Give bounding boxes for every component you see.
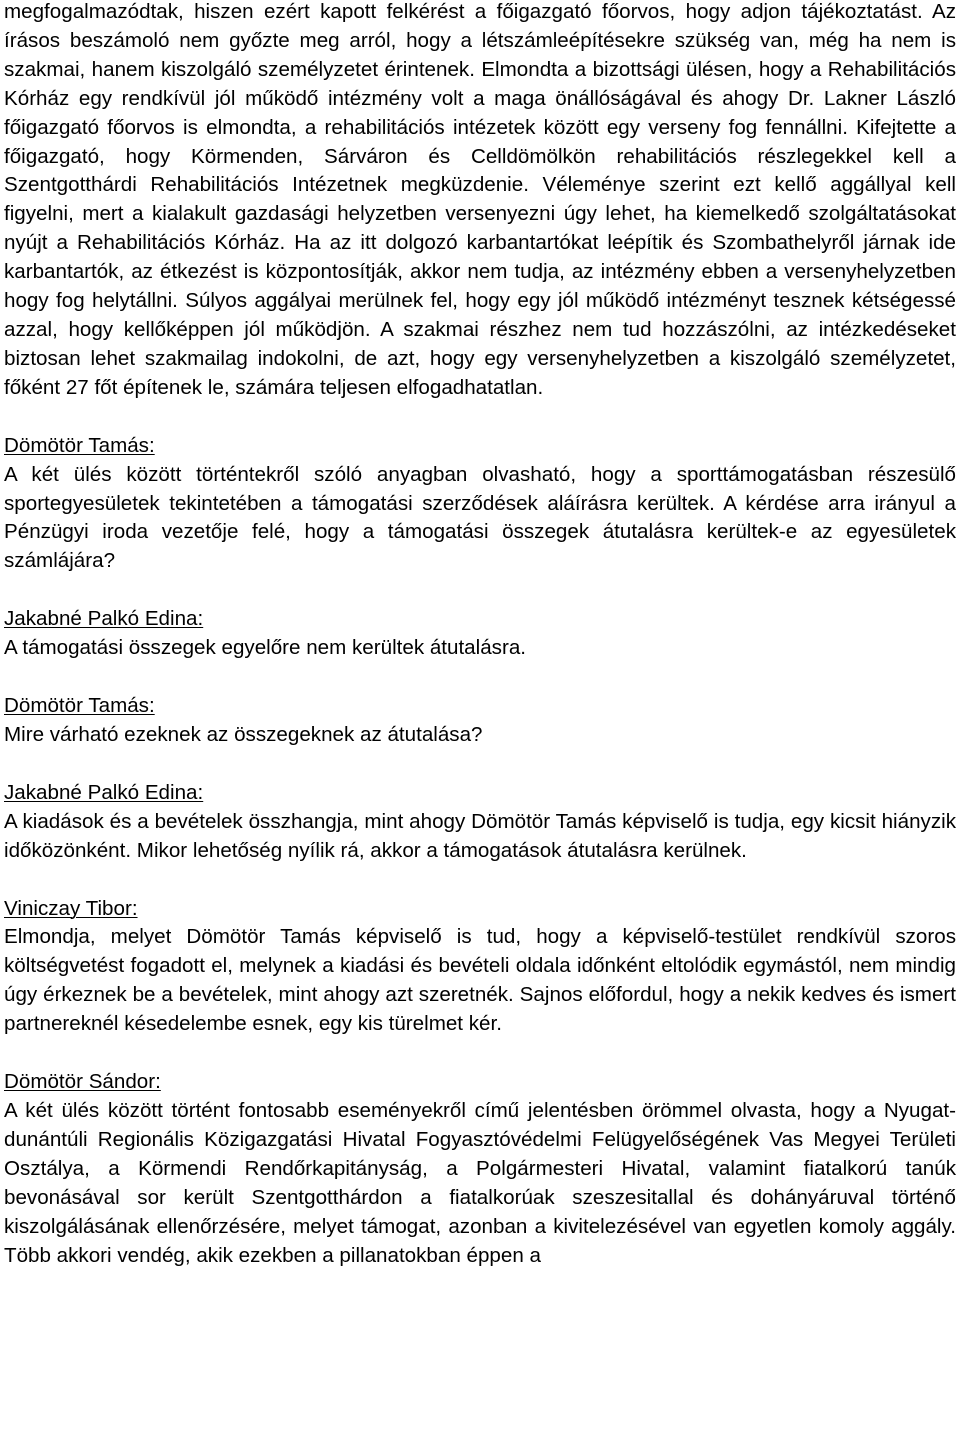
paragraph-gap: [4, 663, 956, 692]
paragraph-gap: [4, 576, 956, 605]
speaker-name: Dömötör Sándor:: [4, 1070, 161, 1094]
paragraph-gap: [4, 1039, 956, 1068]
document-page: [4, 0, 956, 1270]
speaker-name: Jakabné Palkó Edina:: [4, 607, 204, 631]
speaker-name: Jakabné Palkó Edina:: [4, 780, 204, 804]
speaker-statement: A támogatási összegek egyelőre nem kerültek átutalásra.: [4, 636, 526, 660]
paragraph-gap: [4, 866, 956, 895]
paragraph-gap: [4, 403, 956, 432]
speaker-name: Viniczay Tibor:: [4, 896, 138, 920]
speaker-statement: Elmondja, melyet Dömötör Tamás képviselő is tud, hogy a képviselő-testület rendkívül szoros költségvetést fogadott el, melynek a kiadási és bevételi oldala időnként eltolódik egymástól, nem mindig úgy érkeznek be a bevételek, mint ahogy azt szeretnék. Sajnos előfordul, hogy a nekik kedves és ismert partnereknél késedelembe esnek, egy kis türelmet kér.: [4, 925, 956, 1036]
speaker-statement: Mire várható ezeknek az összegeknek az átutalása?: [4, 722, 483, 746]
speaker-name: Dömötör Tamás:: [4, 694, 155, 718]
paragraph-gap: [4, 750, 956, 779]
speaker-statement: A kiadások és a bevételek összhangja, mint ahogy Dömötör Tamás képviselő is tudja, egy kicsit hiányzik időközönként. Mikor lehetőség nyílik rá, akkor a támogatások átutalásra kerülnek.: [4, 809, 956, 862]
speaker-statement: A két ülés között történtekről szóló anyagban olvasható, hogy a sporttámogatásban részesülő sportegyesületek tekintetében a támogatási szerződések aláírásra kerültek. A kérdése arra irányul a Pénzügyi iroda vezetője felé, hogy a támogatási összegek átutalásra kerültek-e az egyesületek számlájára?: [4, 462, 956, 573]
speaker-name: Dömötör Tamás:: [4, 433, 155, 457]
speaker-statement: A két ülés között történt fontosabb eseményekről című jelentésben örömmel olvasta, hogy a Nyugat-dunántúli Regionális Közigazgatási Hivatal Fogyasztóvédelmi Felügyelőségének Vas Megyei Területi Osztálya, a Körmendi Rendőrkapitányság, a Polgármesteri Hivatal, valamint fiatalkorú tanúk bevonásával sor került Szentgotthárdon a fiatalkorúak szeszesitallal és dohányáruval történő kiszolgálásának ellenőrzésére, melyet támogat, azonban a kivitelezésével van egyetlen komoly aggály. Több akkori vendég, akik ezekben a pillanatokban éppen a: [4, 1099, 956, 1267]
paragraph-continuation: megfogalmazódtak, hiszen ezért kapott felkérést a főigazgató főorvos, hogy adjon tájékoztatást. Az írásos beszámoló nem győzte meg arról, hogy a létszámleépítésekre szükség van, még ha nem is szakmai, hanem kiszolgáló személyzetet érintenek. Elmondta a bizottsági ülésen, hogy a Rehabilitációs Kórház egy rendkívül jól működő intézmény volt a maga önállóságával és ahogy Dr. Lakner László főigazgató főorvos is elmondta, a rehabilitációs intézetek között egy verseny fog fennállni. Kifejtette a főigazgató, hogy Körmenden, Sárváron és Celldömölkön rehabilitációs részlegekkel kell a Szentgotthárdi Rehabilitációs Intézetnek megküzdenie. Véleménye szerint ezt kellő aggállyal kell figyelni, mert a kialakult gazdasági helyzetben versenyezni úgy lehet, ha kiemelkedő szolgáltatásokat nyújt a Rehabilitációs Kórház. Ha az itt dolgozó karbantartókat leépítik és Szombathelyről járnak ide karbantartók, az étkezést is központosítják, akkor nem tudja, az intézmény ebben a versenyhelyzetben hogy fog helytállni. Súlyos aggályai merülnek fel, hogy egy jól működő intézményt tesznek kétségessé azzal, hogy kellőképpen jól működjön. A szakmai részhez nem tud hozzászólni, az intézkedéseket biztosan lehet szakmailag indokolni, de azt, hogy egy versenyhelyzetben a kiszolgáló személyzetet, főként 27 főt építenek le, számára teljesen elfogadhatatlan.: [4, 0, 956, 399]
